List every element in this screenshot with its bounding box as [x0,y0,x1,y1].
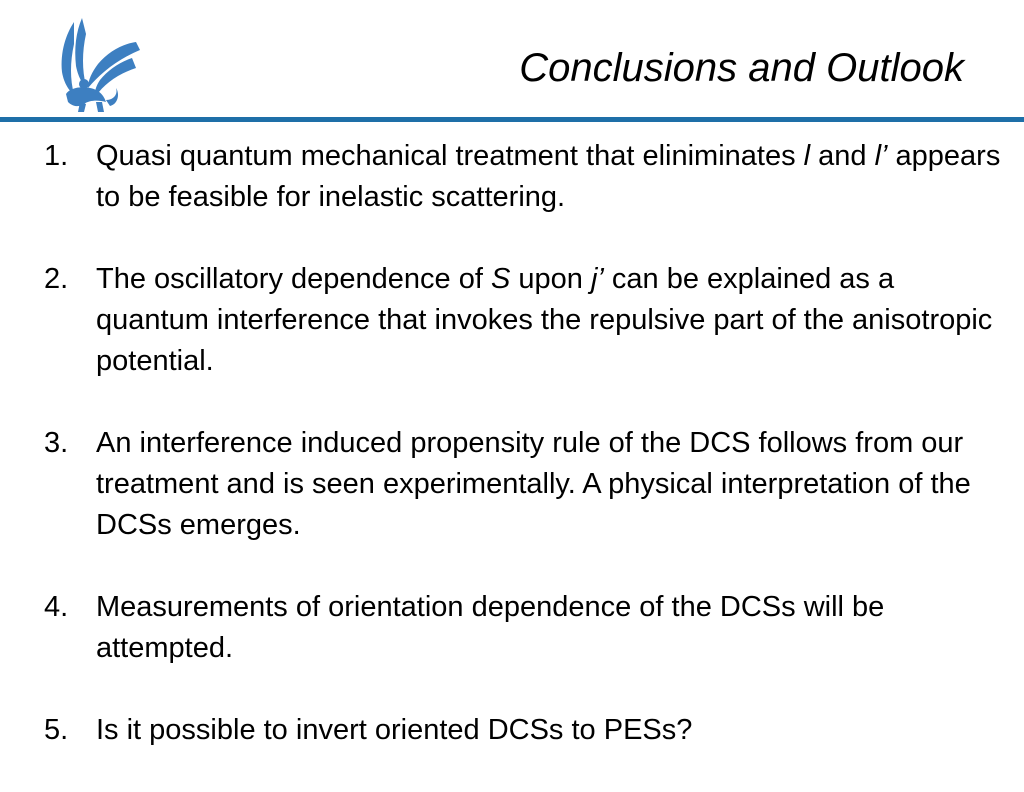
griffin-logo-graphic [44,14,144,114]
text-fragment: Measurements of orientation dependence of the DCSs will be attempted. [96,591,885,664]
text-fragment: and [810,140,875,172]
list-item [44,423,1004,546]
list-item-number: 5. [44,714,69,746]
list-item-text [96,587,1004,669]
list-item [44,710,1004,751]
text-fragment: appears to be feasible for inelastic scattering. [96,140,1001,213]
list-item [44,587,1004,669]
list-item-number: 2. [44,263,69,295]
italic-symbol: l’ [874,140,888,172]
list-item-number: 3. [44,427,69,459]
text-fragment: The oscillatory dependence of [96,263,491,295]
list-item-text [96,136,1004,218]
header-divider [0,117,1024,122]
italic-symbol: S [490,263,511,295]
italic-symbol: j’ [590,263,604,295]
list-item-text [96,710,1004,751]
logo-shape [62,18,140,112]
list-item-number: 4. [44,591,69,623]
text-fragment: can be explained as a quantum interference that invokes the repulsive part of the anisotropic potential. [96,263,993,377]
griffin-logo-icon [44,14,144,114]
text-fragment: Quasi quantum mechanical treatment that eliniminates [96,140,804,172]
conclusions-list [44,136,1004,792]
list-item [44,136,1004,218]
text-fragment: upon [510,263,591,295]
text-fragment: An interference induced propensity rule of the DCS follows from our treatment and is seen experimentally. A physical interpretation of the DCSs emerges. [96,427,971,541]
list-item-number: 1. [44,140,69,172]
list-item [44,259,1004,382]
page-title: Conclusions and Outlook [519,46,964,90]
italic-symbol: l [803,140,811,172]
text-fragment: Is it possible to invert oriented DCSs to PESs? [96,714,693,746]
list-item-text [96,259,1004,382]
list-item-text [96,423,1004,546]
